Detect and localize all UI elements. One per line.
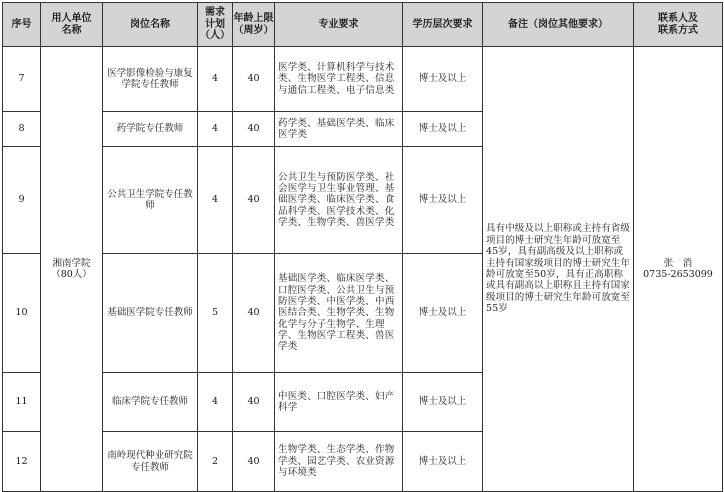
row-major: 生物学类、生态学类、作物学类、园艺学类、农业资源与环境类 bbox=[275, 432, 403, 492]
row-edu: 博士及以上 bbox=[403, 432, 483, 492]
row-edu: 博士及以上 bbox=[403, 147, 483, 254]
remark-text: 具有中级及以上职称或主持有省级项目的博士研究生年龄可放宽至45岁，具有副高级及以上职称或主持有国家级项目的博士研究生年龄可放宽至50岁，具有正高职称或具有副高以上职称且主持有国家级项目的博士研究生年龄可放宽至55岁 bbox=[483, 47, 634, 492]
row-quota: 4 bbox=[198, 112, 233, 147]
row-edu: 博士及以上 bbox=[403, 254, 483, 373]
header-row bbox=[3, 3, 723, 47]
row-seq: 11 bbox=[3, 373, 41, 432]
header-quota: 需求 计划 （人） bbox=[198, 3, 233, 47]
header-edu: 学历层次要求 bbox=[403, 3, 483, 47]
row-major: 基础医学类、临床医学类、口腔医学类、公共卫生与预防医学类、中医学类、中西医结合类、生物学类、生物化学与分子生物学、生理学、生物医学工程类、兽医学类 bbox=[275, 254, 403, 373]
row-major: 药学类、基础医学类、临床医学类 bbox=[275, 112, 403, 147]
row-age: 40 bbox=[233, 112, 275, 147]
row-major: 中医类、口腔医学类、妇产科学 bbox=[275, 373, 403, 432]
row-position: 南岭现代种业研究院专任教师 bbox=[103, 432, 198, 492]
row-age: 40 bbox=[233, 47, 275, 112]
header-remark: 备注（岗位其他要求） bbox=[483, 3, 634, 47]
row-position: 临床学院专任教师 bbox=[103, 373, 198, 432]
header-contact: 联系人及 联系方式 bbox=[634, 3, 723, 47]
row-seq: 7 bbox=[3, 47, 41, 112]
row-quota: 4 bbox=[198, 47, 233, 112]
row-position: 药学院专任教师 bbox=[103, 112, 198, 147]
row-quota: 4 bbox=[198, 147, 233, 254]
row-seq: 8 bbox=[3, 112, 41, 147]
row-age: 40 bbox=[233, 432, 275, 492]
row-age: 40 bbox=[233, 147, 275, 254]
row-seq: 9 bbox=[3, 147, 41, 254]
row-edu: 博士及以上 bbox=[403, 373, 483, 432]
row-edu: 博士及以上 bbox=[403, 47, 483, 112]
row-age: 40 bbox=[233, 254, 275, 373]
row-position: 医学影像检验与康复学院专任教师 bbox=[103, 47, 198, 112]
row-seq: 10 bbox=[3, 254, 41, 373]
header-major: 专业要求 bbox=[275, 3, 403, 47]
table-row bbox=[3, 47, 723, 112]
row-quota: 5 bbox=[198, 254, 233, 373]
unit-name: 湘南学院 （80人） bbox=[41, 47, 103, 492]
row-seq: 12 bbox=[3, 432, 41, 492]
row-quota: 2 bbox=[198, 432, 233, 492]
row-major: 医学类、计算机科学与技术类、生物医学工程类、信息与通信工程类、电子信息类 bbox=[275, 47, 403, 112]
row-position: 基础医学院专任教师 bbox=[103, 254, 198, 373]
recruitment-table bbox=[2, 2, 723, 492]
row-edu: 博士及以上 bbox=[403, 112, 483, 147]
header-unit: 用人单位 名称 bbox=[41, 3, 103, 47]
row-major: 公共卫生与预防医学类、社会医学与卫生事业管理、基础医学类、临床医学类、食品科学类、医学技术类、化学类、生物学类、兽医学类 bbox=[275, 147, 403, 254]
row-position: 公共卫生学院专任教师 bbox=[103, 147, 198, 254]
header-age: 年龄上限 （周岁） bbox=[233, 3, 275, 47]
row-age: 40 bbox=[233, 373, 275, 432]
row-quota: 4 bbox=[198, 373, 233, 432]
contact-info: 张 消 0735-2653099 bbox=[634, 47, 723, 492]
header-position: 岗位名称 bbox=[103, 3, 198, 47]
header-seq: 序号 bbox=[3, 3, 41, 47]
